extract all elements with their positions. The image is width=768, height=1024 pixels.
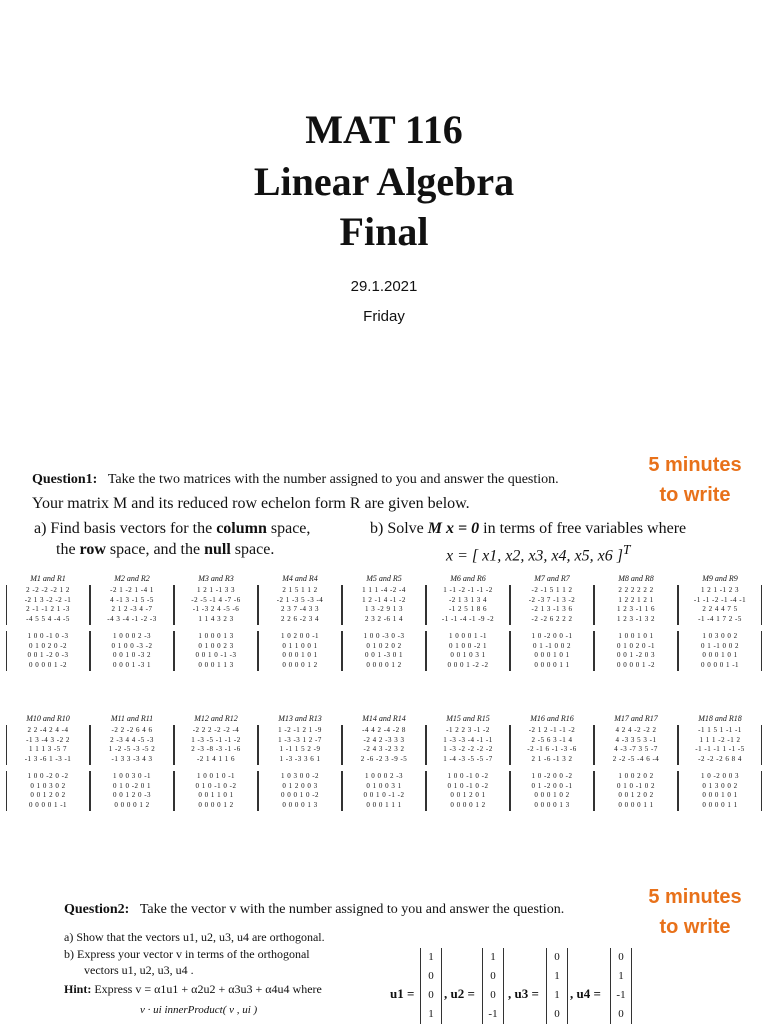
matrix-grid-1 <box>6 574 762 671</box>
q1-part-a-row: row <box>79 541 106 558</box>
matrix-row: 0 0 0 0 1 2 <box>282 660 318 669</box>
matrix-row: 1 0 0 1 0 1 <box>618 632 654 640</box>
matrix-row: 0 0 0 0 1 1 <box>618 800 654 809</box>
matrix-m <box>426 725 510 765</box>
matrix-row: 1 1 4 3 2 3 <box>198 614 234 623</box>
matrix-row: -4 4 2 -4 -2 8 <box>362 726 406 734</box>
matrix-row: 0 1 0 -1 0 -2 <box>195 781 237 790</box>
q2-heading: Question2: <box>64 902 130 917</box>
matrix-row: 1 0 0 -1 0 -3 <box>27 632 69 640</box>
q1-prompt: Take the two matrices with the number assigned to you and answer the question. <box>107 472 559 487</box>
matrix-row: 0 0 1 0 -1 -2 <box>363 791 405 799</box>
title-line-2: Linear Algebra <box>253 159 515 204</box>
matrix-r <box>510 631 594 671</box>
matrix-r <box>426 631 510 671</box>
vector-u2 <box>482 948 504 1024</box>
q2-formula: v · ui innerProduct( v , ui ) <box>140 1004 258 1016</box>
matrix-label: M15 and R15 <box>446 714 490 723</box>
q2-time-line2: to write <box>659 916 731 938</box>
q2-part-a: a) Show that the vectors u1, u2, u3, u4 are orthogonal. <box>64 930 325 944</box>
matrix-row: 0 1 0 -1 0 2 <box>616 781 656 790</box>
q1-part-b-text1: b) Solve <box>370 520 424 537</box>
matrix-m <box>6 585 90 625</box>
matrix-row: -2 1 -3 5 -3 -4 <box>276 595 324 604</box>
q1-time-line1: 5 minutes <box>648 454 742 476</box>
q2-hint-text: Express v = α1u1 + α2u2 + α3u3 + α4u4 where <box>94 982 322 996</box>
q1-intro: Your matrix M and its reduced row echelon form R are given below. <box>32 495 470 512</box>
matrix-row: -2 2 2 -2 -2 -4 <box>192 726 240 734</box>
matrix-label: M16 and R16 <box>530 714 574 723</box>
matrix-row: -2 -1 5 1 1 2 <box>531 586 573 594</box>
matrix-row: 1 -4 -3 -5 -5 -7 <box>443 754 493 763</box>
vector-u1 <box>420 948 442 1024</box>
u3-label: , u3 = <box>508 986 539 1001</box>
matrix-row: 0 1 -1 0 0 2 <box>700 641 740 650</box>
q1-part-b-text2: in terms of free variables where <box>483 520 687 537</box>
matrix-row: 1 1 1 -4 -2 -4 <box>362 586 406 594</box>
matrix-row: -2 1 3 -1 3 6 <box>531 605 573 613</box>
matrix-row: 1 0 -2 0 0 -1 <box>531 632 573 640</box>
matrix-row: 0 0 1 0 3 1 <box>450 651 486 659</box>
matrix-row: 2 3 2 -6 1 4 <box>364 614 404 623</box>
matrix-row: -4 3 -4 -1 -2 -3 <box>107 614 157 623</box>
matrix-row: 0 1 0 0 2 3 <box>198 641 234 650</box>
matrix-m <box>90 585 174 625</box>
matrix-row: 2 -3 -8 -3 -1 -6 <box>191 745 241 753</box>
matrix-row: 0 0 1 2 0 -3 <box>112 791 152 799</box>
vector-entry: -1 <box>488 1008 498 1020</box>
matrix-row: -1 -1 -2 -1 -4 -1 <box>693 595 747 604</box>
matrix-row: 0 1 0 2 0 -2 <box>28 641 68 650</box>
matrix-r <box>258 631 342 671</box>
matrix-row: 1 0 0 0 1 -1 <box>448 632 488 640</box>
matrix-row: 1 2 1 -1 2 3 <box>700 586 740 594</box>
matrix-label: M6 and R6 <box>450 574 486 583</box>
matrix-row: 0 1 0 2 0 -1 <box>616 641 656 650</box>
vector-entry: 1 <box>428 951 434 963</box>
matrix-row: -2 1 3 1 3 4 <box>448 595 488 604</box>
q1-part-a-text3: the <box>56 541 76 558</box>
matrix-row: -1 3 -6 1 -3 -1 <box>24 754 72 763</box>
matrix-r <box>678 771 762 811</box>
matrix-row: 0 0 0 1 -3 1 <box>112 660 152 669</box>
matrix-row: 0 0 1 2 0 1 <box>450 791 486 799</box>
matrix-row: -2 2 -2 6 4 6 <box>111 726 153 734</box>
matrix-r <box>90 631 174 671</box>
matrix-row: -4 5 5 4 -4 -5 <box>26 614 70 623</box>
vector-entry: 0 <box>428 989 434 1001</box>
u4-label: , u4 = <box>570 986 601 1001</box>
matrix-row: -1 -4 1 7 2 -5 <box>698 614 742 623</box>
matrix-row: 2 -6 -2 3 -9 -5 <box>360 754 408 763</box>
matrix-row: 1 0 0 0 2 -3 <box>364 772 404 780</box>
matrix-row: 0 1 1 0 0 1 <box>282 641 318 650</box>
matrix-r-row-2 <box>6 771 762 811</box>
vector-entry: 0 <box>618 1008 624 1020</box>
matrix-row: 0 0 0 1 1 1 <box>366 800 402 809</box>
matrix-row: 2 2 2 2 2 2 <box>618 586 654 594</box>
matrix-row: 2 -2 -5 -4 6 -4 <box>612 754 660 763</box>
q1-x-sup: T <box>622 542 631 557</box>
matrix-r <box>6 771 90 811</box>
matrix-row: 0 0 0 0 1 3 <box>282 800 318 809</box>
matrix-label: M8 and R8 <box>618 574 654 583</box>
matrix-row: -1 2 5 1 8 6 <box>448 605 488 613</box>
matrix-row: 2 -3 4 4 -5 -3 <box>110 735 154 744</box>
matrix-row: -1 1 5 1 -1 -1 <box>698 726 742 734</box>
matrix-row: 0 0 0 1 0 1 <box>702 651 738 659</box>
matrix-row: 0 0 0 1 0 -2 <box>280 791 320 799</box>
matrix-row: 1 -1 -2 -1 -1 -2 <box>443 586 493 594</box>
q2-time-line1: 5 minutes <box>648 886 742 908</box>
q1-x-definition <box>446 542 630 565</box>
matrix-row: 0 1 3 0 0 2 <box>702 781 738 790</box>
matrix-r <box>258 771 342 811</box>
matrix-row: 1 0 -2 0 0 3 <box>700 772 740 780</box>
matrix-row: 1 0 -2 0 0 -2 <box>531 772 573 780</box>
matrix-row: 0 0 0 0 1 -1 <box>28 800 68 809</box>
matrix-row: 0 1 0 0 3 1 <box>366 781 402 790</box>
matrix-row: 1 0 0 1 0 -1 <box>196 772 236 780</box>
matrix-row: -2 -2 6 2 2 2 <box>531 614 573 623</box>
matrix-label: M1 and R1 <box>30 574 66 583</box>
matrix-row: -1 -3 2 4 -5 -6 <box>192 605 240 613</box>
matrix-label: M2 and R2 <box>114 574 150 583</box>
matrix-m <box>6 725 90 765</box>
q1-part-a <box>34 520 310 538</box>
matrix-row: 0 1 -2 0 0 -1 <box>531 781 573 790</box>
q2-hint <box>64 982 322 997</box>
matrix-row: 0 0 0 1 0 1 <box>534 651 570 659</box>
matrix-row: -2 4 3 -2 3 2 <box>363 745 405 753</box>
matrix-row: 0 0 0 1 0 2 <box>534 791 570 799</box>
matrix-label: M3 and R3 <box>198 574 234 583</box>
q1-x-def: x = [ x1, x2, x3, x4, x5, x6 ] <box>446 547 623 565</box>
matrix-row: 1 0 0 0 2 -3 <box>112 632 152 640</box>
q2-part-b-cont: vectors u1, u2, u3, u4 . <box>84 963 194 977</box>
q1-time-note <box>630 450 760 510</box>
matrix-m-row-1 <box>6 585 762 625</box>
matrix-row: -1 3 -4 3 -2 2 <box>26 735 70 744</box>
vector-entry: -1 <box>616 989 626 1001</box>
matrix-row: -2 1 -2 1 -4 1 <box>110 586 154 594</box>
matrix-r <box>90 771 174 811</box>
matrix-row: 1 3 -2 9 1 3 <box>364 605 404 613</box>
matrix-row: 0 1 0 -1 0 -2 <box>447 781 489 790</box>
matrix-r-row-1 <box>6 631 762 671</box>
matrix-r <box>6 631 90 671</box>
matrix-r <box>594 631 678 671</box>
q1-heading-line <box>32 472 559 488</box>
matrix-row: 0 0 0 0 1 1 <box>534 660 570 669</box>
q1-time-line2: to write <box>659 484 731 506</box>
matrix-row: 2 2 4 4 7 5 <box>702 605 738 613</box>
matrix-row: 2 2 6 -2 3 4 <box>280 614 320 623</box>
q2-part-b: b) Express your vector v in terms of the orthogonal <box>64 947 310 961</box>
matrix-label: M13 and R13 <box>278 714 322 723</box>
matrix-row: 1 -3 -3 1 2 -7 <box>278 735 322 744</box>
matrix-grid-2 <box>6 714 762 811</box>
matrix-row: 2 -1 -1 2 1 -3 <box>26 605 70 613</box>
matrix-row: 1 2 3 -1 3 2 <box>616 614 656 623</box>
q2-prompt: Take the vector v with the number assigned to you and answer the question. <box>139 902 565 917</box>
vector-entry: 1 <box>554 989 560 1001</box>
matrix-row: 1 0 0 2 0 2 <box>618 772 654 780</box>
matrix-row: 0 1 0 0 -3 -2 <box>111 641 153 650</box>
matrix-row: 0 0 0 1 -2 -2 <box>447 660 489 669</box>
matrix-row: -1 -1 -1 1 -1 -5 <box>695 745 745 753</box>
matrix-row: 0 0 1 2 0 2 <box>30 791 66 799</box>
matrix-row: -2 1 3 -2 -2 -1 <box>24 595 72 604</box>
vector-entry: 0 <box>490 970 496 982</box>
matrix-row: -2 -2 -2 6 8 4 <box>698 754 742 763</box>
matrix-row: 0 1 0 3 0 2 <box>30 781 66 790</box>
matrix-r <box>510 771 594 811</box>
q1-part-a-column: column <box>216 520 267 537</box>
matrix-row: 0 1 0 0 -2 1 <box>448 641 488 650</box>
matrix-label: M5 and R5 <box>366 574 402 583</box>
matrix-m <box>258 585 342 625</box>
matrix-row: 1 -2 -5 -3 -5 2 <box>108 745 156 753</box>
matrix-m <box>678 725 762 765</box>
matrix-row: 1 0 0 3 0 -1 <box>112 772 152 780</box>
matrix-m <box>342 725 426 765</box>
matrix-row: 0 0 0 0 1 2 <box>114 800 150 809</box>
matrix-row: 0 1 0 2 0 2 <box>366 641 402 650</box>
matrix-row: 1 -2 -1 2 1 -9 <box>278 726 322 734</box>
matrix-m <box>174 725 258 765</box>
matrix-row: 2 -2 -2 -2 1 2 <box>26 586 70 594</box>
matrix-r <box>342 771 426 811</box>
vector-entry: 0 <box>428 970 434 982</box>
matrix-row: -2 1 4 1 1 6 <box>196 754 236 763</box>
vector-entry: 1 <box>490 951 496 963</box>
matrix-row: 0 0 0 0 1 -1 <box>700 660 740 669</box>
matrix-row: 0 0 0 1 0 1 <box>282 651 318 659</box>
matrix-row: 1 0 0 -3 0 -3 <box>363 632 405 640</box>
matrix-row: 1 1 1 -2 -1 2 <box>699 735 741 744</box>
matrix-row: -2 1 2 -1 -1 -2 <box>528 726 576 734</box>
matrix-row: 1 0 3 0 0 -2 <box>280 772 320 780</box>
matrix-row: 1 0 3 0 0 2 <box>702 632 738 640</box>
matrix-label: M12 and R12 <box>194 714 238 723</box>
matrix-row: -2 -5 -1 4 -7 -6 <box>191 595 241 604</box>
vector-entry: 0 <box>554 1008 560 1020</box>
matrix-row: 0 0 1 0 -3 2 <box>112 651 152 659</box>
matrix-row: 2 -5 6 3 -1 4 <box>531 735 573 744</box>
matrix-row: 0 0 0 0 1 2 <box>450 800 486 809</box>
matrix-labels-row-2 <box>6 714 762 723</box>
matrix-m <box>258 725 342 765</box>
matrix-row: 1 2 1 -1 3 3 <box>196 586 236 594</box>
matrix-r <box>174 771 258 811</box>
matrix-row: 0 0 1 -3 0 1 <box>364 651 404 659</box>
matrix-row: 1 -3 -3 3 6 1 <box>279 754 321 763</box>
matrix-row: 0 0 0 0 1 2 <box>366 660 402 669</box>
matrix-m <box>426 585 510 625</box>
matrix-row: 0 0 1 -2 0 -3 <box>27 651 69 659</box>
matrix-row: 4 -3 -7 3 5 -7 <box>614 745 658 753</box>
q1-part-a-text5: space. <box>234 541 275 558</box>
matrix-row: 0 0 1 1 0 1 <box>198 791 234 799</box>
vector-u4 <box>610 948 632 1024</box>
matrix-row: 0 0 0 0 1 2 <box>198 800 234 809</box>
vector-entry: 1 <box>554 970 560 982</box>
q1-part-a-null: null <box>204 541 231 558</box>
matrix-row: 4 -3 3 5 3 -1 <box>615 735 657 744</box>
matrix-row: 0 0 0 0 1 -2 <box>28 660 68 669</box>
q2-heading-line <box>64 902 564 918</box>
matrix-row: 1 2 2 1 2 1 <box>618 595 654 604</box>
matrix-m <box>678 585 762 625</box>
matrix-labels-row-1 <box>6 574 762 583</box>
matrix-m <box>174 585 258 625</box>
matrix-row: 1 1 1 3 -5 7 <box>28 745 68 753</box>
matrix-m <box>342 585 426 625</box>
vector-entry: 0 <box>554 951 560 963</box>
matrix-r <box>678 631 762 671</box>
matrix-row: 1 -3 -5 -1 -1 -2 <box>191 735 241 744</box>
q2-time-note <box>630 882 760 942</box>
matrix-row: 1 0 0 0 1 3 <box>198 632 234 640</box>
matrix-label: M11 and R11 <box>110 714 154 723</box>
matrix-row: -1 2 2 3 -1 -2 <box>446 726 490 734</box>
matrix-label: M18 and R18 <box>698 714 742 723</box>
matrix-label: M10 and R10 <box>26 714 70 723</box>
q1-heading: Question1: <box>32 472 98 487</box>
matrix-label: M4 and R4 <box>282 574 318 583</box>
matrix-row: 1 0 0 -1 0 -2 <box>447 772 489 780</box>
matrix-label: M14 and R14 <box>362 714 406 723</box>
matrix-m <box>594 725 678 765</box>
matrix-row: 4 2 4 -2 -2 2 <box>615 726 657 734</box>
vector-entry: 1 <box>618 970 624 982</box>
matrix-m <box>510 585 594 625</box>
matrix-row: 1 0 2 0 0 -1 <box>280 632 320 640</box>
matrix-row: 0 0 1 0 -1 -3 <box>195 651 237 659</box>
matrix-row: 2 2 -4 2 4 -4 <box>27 726 69 734</box>
matrix-row: 0 0 1 2 0 2 <box>618 791 654 799</box>
matrix-row: 0 0 0 1 1 3 <box>198 660 234 669</box>
matrix-m <box>90 725 174 765</box>
q1-part-b <box>370 520 686 538</box>
matrix-row: 2 1 2 -3 4 -7 <box>111 605 153 613</box>
exam-day: Friday <box>363 308 405 325</box>
q1-part-a-text2: space, <box>270 520 311 537</box>
matrix-label: M9 and R9 <box>702 574 738 583</box>
q1-part-a-cont <box>56 541 274 559</box>
vector-u3 <box>546 948 568 1024</box>
matrix-row: 0 0 0 1 0 1 <box>702 791 738 799</box>
vector-entry: 0 <box>490 989 496 1001</box>
vector-entry: 1 <box>428 1008 434 1020</box>
matrix-r <box>174 631 258 671</box>
matrix-m-row-2 <box>6 725 762 765</box>
matrix-row: 2 1 5 1 1 2 <box>282 586 318 594</box>
matrix-r <box>342 631 426 671</box>
matrix-row: 0 0 1 -2 0 3 <box>616 651 656 659</box>
matrix-row: 0 1 0 -2 0 1 <box>112 781 152 790</box>
matrix-row: 1 2 3 -1 1 6 <box>616 605 656 613</box>
matrix-row: 1 -3 -2 -2 -2 -2 <box>443 745 493 753</box>
matrix-r <box>426 771 510 811</box>
matrix-row: -2 -3 7 -1 3 -2 <box>528 595 576 604</box>
u2-label: , u2 = <box>444 986 475 1001</box>
q1-part-a-text4: space, and the <box>109 541 201 558</box>
q1-part-a-text1: a) Find basis vectors for the <box>34 520 213 537</box>
matrix-row: 0 0 0 0 1 3 <box>534 800 570 809</box>
matrix-row: 0 1 2 0 0 3 <box>282 781 318 790</box>
matrix-row: 0 0 0 0 1 -2 <box>616 660 656 669</box>
matrix-row: 2 3 7 -4 3 3 <box>280 605 320 613</box>
matrix-row: -2 -1 6 -1 -3 -6 <box>527 745 577 753</box>
exam-date: 29.1.2021 <box>350 278 418 295</box>
matrix-row: 2 1 -6 -1 3 2 <box>531 754 573 763</box>
matrix-row: 1 2 -1 4 -1 -2 <box>362 595 406 604</box>
matrix-row: 1 -3 -3 -4 -1 -1 <box>443 735 493 744</box>
title-line-3: Final <box>339 209 429 254</box>
matrix-row: -1 3 3 -3 4 3 <box>111 754 153 763</box>
matrix-row: 1 0 0 -2 0 -2 <box>27 772 69 780</box>
matrix-row: 1 -1 1 5 2 -9 <box>279 745 321 753</box>
matrix-row: -2 4 2 -3 3 3 <box>363 735 405 744</box>
q2-hint-label: Hint: <box>64 982 92 996</box>
matrix-row: 0 0 0 0 1 1 <box>702 800 738 809</box>
matrix-label: M7 and R7 <box>534 574 570 583</box>
matrix-row: 0 1 -1 0 0 2 <box>532 641 572 650</box>
matrix-row: 4 -1 3 -1 5 -5 <box>110 595 154 604</box>
u1-label: u1 = <box>390 986 415 1001</box>
title-line-1: MAT 116 <box>305 107 463 152</box>
q1-part-b-equation: M x = 0 <box>427 520 480 537</box>
matrix-m <box>510 725 594 765</box>
vector-entry: 0 <box>618 951 624 963</box>
matrix-label: M17 and R17 <box>614 714 658 723</box>
matrix-m <box>594 585 678 625</box>
matrix-row: -1 -1 -4 -1 -9 -2 <box>441 614 495 623</box>
matrix-r <box>594 771 678 811</box>
